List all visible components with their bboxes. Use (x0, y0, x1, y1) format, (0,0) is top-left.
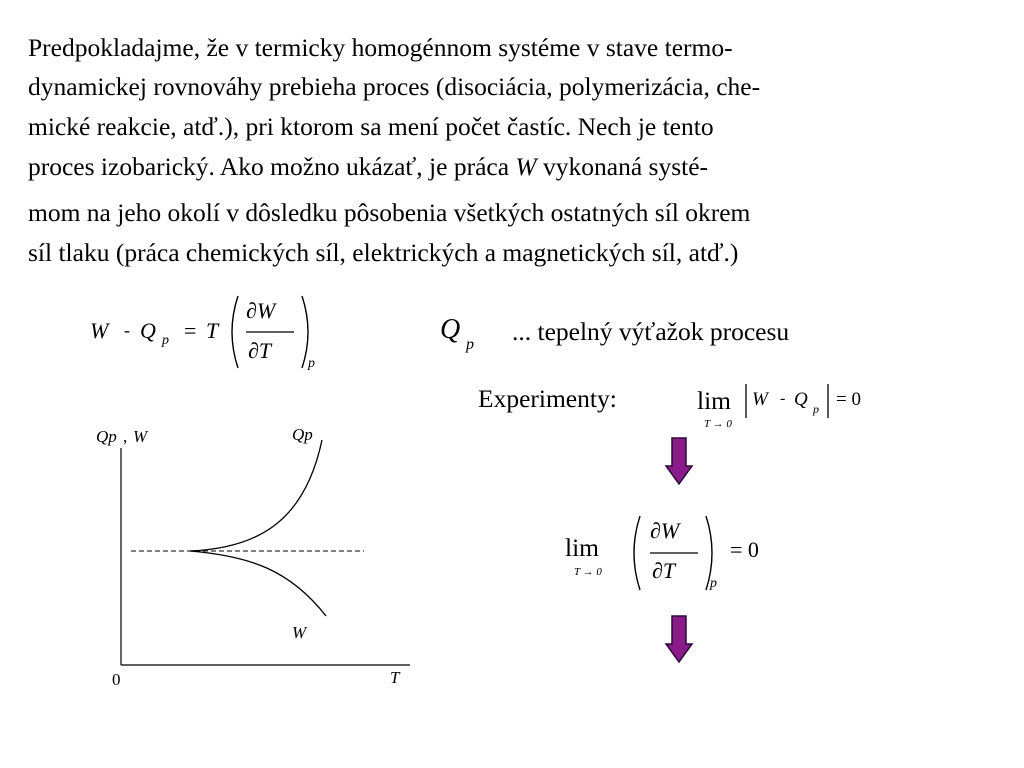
graph-origin-label: 0 (112, 670, 121, 689)
qp-w-graph (90, 420, 420, 692)
work-symbol: W (515, 152, 537, 181)
eq1-w: W (90, 318, 109, 343)
exp-q: Q (794, 389, 808, 410)
eq3-denominator: ∂T (652, 558, 676, 583)
paragraph-line-6: síl tlaku (práca chemických síl, elektrických a magnetických síl, atď.) (28, 238, 739, 267)
eq3-lim-subscript: T → 0 (574, 566, 602, 578)
paragraph-line-4 (28, 152, 708, 182)
eq1-q: Q (140, 318, 156, 343)
eq1-minus: - (124, 320, 130, 340)
down-arrow-2 (664, 614, 694, 666)
eq3-lim: lim (565, 533, 600, 562)
exp-minus: - (780, 390, 786, 407)
graph-curve-w-label: W (292, 623, 307, 642)
paragraph-line-3: mické reakcie, atď.), pri ktorom sa mení počet častíc. Nech je tento (28, 112, 714, 141)
eq3-equals-zero: = 0 (730, 537, 759, 562)
paragraph-line-4-end: vykonaná systé- (536, 152, 709, 181)
eq3-numerator: ∂W (650, 518, 680, 543)
graph-curve-qp-label: Qp (292, 425, 313, 444)
graph-curve-qp (190, 440, 322, 551)
exp-lim: lim (697, 386, 732, 415)
paragraph-line-5: mom na jeho okolí v dôsledku pôsobenia všetkých ostatných síl okrem (28, 198, 751, 227)
eq1-subscript-p: p (308, 356, 315, 371)
exp-w: W (752, 389, 768, 410)
graph-ylabel-qp: Qp (96, 427, 117, 446)
down-arrow-1 (664, 436, 694, 488)
exp-q-subscript: p (813, 402, 819, 416)
qp-description: ... tepelný výťažok procesu (512, 317, 790, 346)
exp-equals-zero: = 0 (836, 389, 861, 410)
eq3-subscript-p: p (710, 576, 717, 591)
qp-subscript: p (466, 336, 474, 353)
eq1-equals: = (184, 318, 197, 343)
paragraph-line-4-start: proces izobarický. Ako možno ukázať, je práca (28, 152, 516, 181)
eq1-numerator: ∂W (246, 298, 276, 323)
graph-ylabel-w: W (133, 427, 148, 446)
eq1-denominator: ∂T (248, 338, 272, 363)
graph-xlabel: T (390, 668, 400, 687)
paragraph-line-1: Predpokladajme, že v termicky homogénnom systéme v stave termo- (28, 33, 733, 62)
qp-symbol: Q (440, 314, 461, 345)
experiments-label: Experimenty: (478, 384, 617, 413)
graph-ylabel-separator: , (123, 427, 128, 446)
paragraph-line-2: dynamickej rovnováhy prebieha proces (disociácia, polymerizácia, che- (28, 72, 761, 101)
exp-lim-subscript: T → 0 (704, 418, 732, 430)
graph-curve-w (190, 551, 326, 616)
eq1-q-subscript: p (162, 333, 169, 348)
eq1-t: T (206, 318, 219, 343)
